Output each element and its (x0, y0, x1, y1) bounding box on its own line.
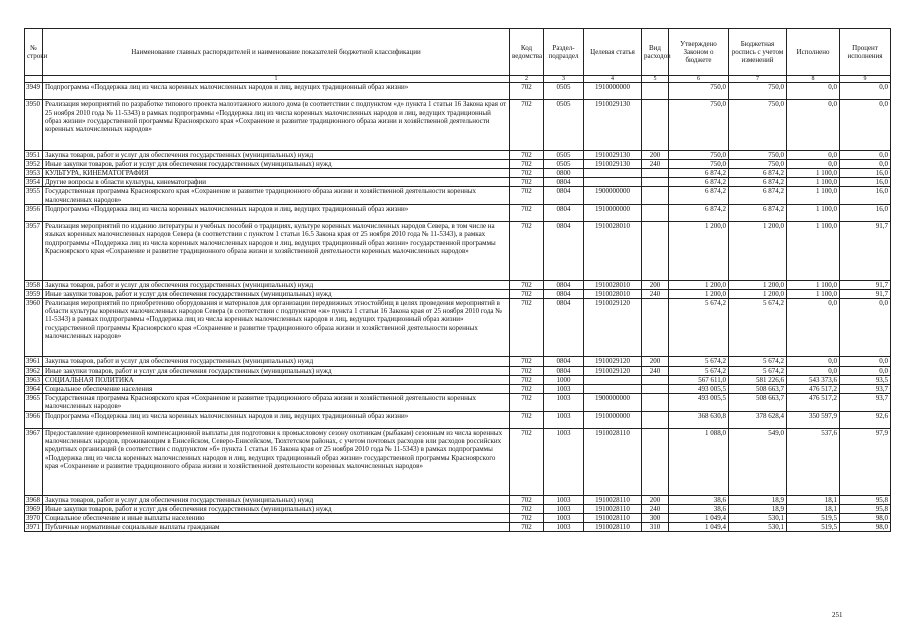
row-article: 1910028110 (584, 513, 642, 522)
table-row (25, 159, 891, 168)
row-schedule: 508 663,7 (729, 384, 787, 393)
row-article (584, 178, 642, 187)
row-section: 1003 (544, 428, 584, 495)
table-row (25, 100, 891, 150)
row-number: 3952 (25, 159, 43, 168)
row-article: 1910028110 (584, 523, 642, 532)
row-section: 0505 (544, 159, 584, 168)
row-schedule: 549,0 (729, 428, 787, 495)
row-number: 3963 (25, 375, 43, 384)
row-article: 1910028110 (584, 504, 642, 513)
row-name: СОЦИАЛЬНАЯ ПОЛИТИКА (43, 375, 510, 384)
row-code: 702 (510, 504, 544, 513)
table-row (25, 504, 891, 513)
row-approved: 1 200,0 (669, 289, 729, 298)
row-schedule: 18,9 (729, 495, 787, 504)
table-row (25, 204, 891, 221)
col-header-no: № строки (25, 29, 43, 76)
table-row (25, 83, 891, 100)
row-section: 1003 (544, 523, 584, 532)
row-article (584, 375, 642, 384)
row-code: 702 (510, 394, 544, 411)
row-number: 3950 (25, 100, 43, 150)
row-name: КУЛЬТУРА, КИНЕМАТОГРАФИЯ (43, 168, 510, 177)
row-approved: 38,6 (669, 495, 729, 504)
col-number: 2 (510, 76, 544, 83)
row-percent: 91,7 (840, 222, 891, 280)
row-executed: 476 517,2 (787, 394, 840, 411)
row-article: 1910000000 (584, 83, 642, 100)
row-section: 1000 (544, 375, 584, 384)
row-executed: 476 517,2 (787, 384, 840, 393)
row-number: 3954 (25, 178, 43, 187)
row-section: 0804 (544, 366, 584, 375)
row-name: Публичные нормативные социальные выплаты гражданам (43, 523, 510, 532)
row-article: 1900000000 (584, 187, 642, 204)
row-approved: 1 049,4 (669, 513, 729, 522)
row-number: 3956 (25, 204, 43, 221)
row-kind (642, 394, 669, 411)
row-name: Другие вопросы в области культуры, кинематографии (43, 178, 510, 187)
row-approved: 6 874,2 (669, 187, 729, 204)
row-code: 702 (510, 289, 544, 298)
table-row (25, 428, 891, 495)
row-article: 1910029130 (584, 100, 642, 150)
row-article: 1910028010 (584, 222, 642, 280)
column-number-row (25, 76, 891, 83)
row-executed: 519,5 (787, 513, 840, 522)
row-percent: 0,0 (840, 298, 891, 356)
row-approved: 750,0 (669, 100, 729, 150)
row-percent: 93,7 (840, 384, 891, 393)
row-section: 1003 (544, 384, 584, 393)
row-section: 0804 (544, 204, 584, 221)
row-percent: 91,7 (840, 280, 891, 289)
row-approved: 750,0 (669, 150, 729, 159)
col-header-article: Целевая статья (584, 29, 642, 76)
row-section: 1003 (544, 411, 584, 428)
row-code: 702 (510, 298, 544, 356)
row-code: 702 (510, 204, 544, 221)
row-executed: 0,0 (787, 83, 840, 100)
row-code: 702 (510, 513, 544, 522)
table-row (25, 375, 891, 384)
row-number: 3959 (25, 289, 43, 298)
row-kind (642, 83, 669, 100)
row-percent: 0,0 (840, 366, 891, 375)
row-schedule: 530,1 (729, 513, 787, 522)
row-section: 0804 (544, 298, 584, 356)
row-number: 3967 (25, 428, 43, 495)
row-article: 1900000000 (584, 394, 642, 411)
row-section: 1003 (544, 495, 584, 504)
row-schedule: 5 674,2 (729, 357, 787, 366)
row-approved: 493 005,5 (669, 384, 729, 393)
row-percent: 0,0 (840, 357, 891, 366)
row-number: 3960 (25, 298, 43, 356)
table-row (25, 289, 891, 298)
row-code: 702 (510, 428, 544, 495)
row-section: 1003 (544, 513, 584, 522)
row-executed: 1 100,0 (787, 168, 840, 177)
row-number: 3971 (25, 523, 43, 532)
row-section: 0804 (544, 178, 584, 187)
row-kind (642, 298, 669, 356)
row-schedule: 6 874,2 (729, 178, 787, 187)
row-name: Закупка товаров, работ и услуг для обеспечения государственных (муниципальных) нужд (43, 150, 510, 159)
row-article: 1910028110 (584, 428, 642, 495)
row-approved: 5 674,2 (669, 366, 729, 375)
row-kind: 200 (642, 495, 669, 504)
row-approved: 6 874,2 (669, 168, 729, 177)
row-kind (642, 428, 669, 495)
row-kind: 200 (642, 357, 669, 366)
row-section: 0804 (544, 222, 584, 280)
row-executed: 1 100,0 (787, 289, 840, 298)
row-approved: 6 874,2 (669, 178, 729, 187)
table-row (25, 495, 891, 504)
row-kind (642, 222, 669, 280)
row-name: Иные закупки товаров, работ и услуг для обеспечения государственных (муниципальных) нужд (43, 366, 510, 375)
col-number: 1 (43, 76, 510, 83)
row-number: 3958 (25, 280, 43, 289)
row-section: 0505 (544, 150, 584, 159)
row-schedule: 508 663,7 (729, 394, 787, 411)
row-article: 1910029130 (584, 150, 642, 159)
row-name: Предоставление единовременной компенсационной выплаты для подготовки к промысловому сезону охотникам (рыбакам) сезонным из числа коренных малочисленных народов, проживающим в Енисейском, Северо-Енисейском, Тюхтетском районах, с учетом почтовых расходов или расходов российских кредитных организаций (в соответствии с подпунктом «б» пункта 1 статьи 16 Закона края от 25 ноября 2010 года № 11-5343) в рамках подпрограммы «Поддержка лиц из числа коренных малочисленных народов и лиц, ведущих традиционный образ жизни» государственной программы Красноярского края «Сохранение и развитие традиционного образа жизни и хозяйственной деятельности коренных малочисленных народов» (43, 428, 510, 495)
col-header-approved: Утверждено Законом о бюджете (669, 29, 729, 76)
row-number: 3965 (25, 394, 43, 411)
row-code: 702 (510, 366, 544, 375)
row-name: Закупка товаров, работ и услуг для обеспечения государственных (муниципальных) нужд (43, 280, 510, 289)
table-row (25, 178, 891, 187)
row-executed: 0,0 (787, 298, 840, 356)
row-schedule: 5 674,2 (729, 298, 787, 356)
row-article: 1910000000 (584, 204, 642, 221)
row-number: 3957 (25, 222, 43, 280)
row-name: Закупка товаров, работ и услуг для обеспечения государственных (муниципальных) нужд (43, 357, 510, 366)
row-name: Государственная программа Красноярского края «Сохранение и развитие традиционного образа жизни и хозяйственной деятельности коренных малочисленных народов» (43, 394, 510, 411)
row-schedule: 1 200,0 (729, 289, 787, 298)
row-executed: 1 100,0 (787, 204, 840, 221)
row-percent: 0,0 (840, 159, 891, 168)
row-percent: 16,0 (840, 204, 891, 221)
row-executed: 0,0 (787, 159, 840, 168)
col-number: 3 (544, 76, 584, 83)
row-schedule: 378 628,4 (729, 411, 787, 428)
row-percent: 93,5 (840, 375, 891, 384)
row-article: 1910029120 (584, 298, 642, 356)
row-article: 1910000000 (584, 411, 642, 428)
row-kind (642, 411, 669, 428)
row-number: 3961 (25, 357, 43, 366)
row-code: 702 (510, 222, 544, 280)
row-code: 702 (510, 411, 544, 428)
row-kind (642, 178, 669, 187)
table-row (25, 222, 891, 280)
row-code: 702 (510, 178, 544, 187)
row-article: 1910028010 (584, 289, 642, 298)
row-kind (642, 100, 669, 150)
row-kind: 300 (642, 513, 669, 522)
table-body (25, 83, 891, 532)
row-number: 3949 (25, 83, 43, 100)
col-number: 6 (669, 76, 729, 83)
row-executed: 1 100,0 (787, 178, 840, 187)
table-row (25, 384, 891, 393)
row-executed: 543 373,6 (787, 375, 840, 384)
row-kind: 200 (642, 150, 669, 159)
col-number: 9 (840, 76, 891, 83)
row-article (584, 168, 642, 177)
col-header-section: Раздел-подраздел (544, 29, 584, 76)
row-article: 1910029120 (584, 366, 642, 375)
row-name: Иные закупки товаров, работ и услуг для обеспечения государственных (муниципальных) нужд (43, 159, 510, 168)
row-percent: 16,0 (840, 168, 891, 177)
row-article: 1910028010 (584, 280, 642, 289)
row-schedule: 6 874,2 (729, 168, 787, 177)
row-executed: 18,1 (787, 495, 840, 504)
row-executed: 0,0 (787, 150, 840, 159)
table-row (25, 298, 891, 356)
row-executed: 1 100,0 (787, 222, 840, 280)
row-approved: 38,6 (669, 504, 729, 513)
row-schedule: 18,9 (729, 504, 787, 513)
row-percent: 16,0 (840, 187, 891, 204)
row-code: 702 (510, 159, 544, 168)
row-number: 3953 (25, 168, 43, 177)
row-kind: 240 (642, 504, 669, 513)
row-schedule: 750,0 (729, 100, 787, 150)
row-code: 702 (510, 187, 544, 204)
row-approved: 1 088,0 (669, 428, 729, 495)
row-number: 3964 (25, 384, 43, 393)
table-row (25, 523, 891, 532)
row-article: 1910028110 (584, 495, 642, 504)
row-code: 702 (510, 168, 544, 177)
table-row (25, 366, 891, 375)
row-executed: 0,0 (787, 100, 840, 150)
row-code: 702 (510, 150, 544, 159)
row-number: 3962 (25, 366, 43, 375)
row-percent: 0,0 (840, 83, 891, 100)
row-schedule: 1 200,0 (729, 222, 787, 280)
col-header-schedule: Бюджетная роспись с учетом изменений (729, 29, 787, 76)
row-kind (642, 204, 669, 221)
row-schedule: 750,0 (729, 159, 787, 168)
row-executed: 1 100,0 (787, 187, 840, 204)
row-name: Подпрограмма «Поддержка лиц из числа коренных малочисленных народов и лиц, ведущих традиционный образ жизни» (43, 83, 510, 100)
row-executed: 1 100,0 (787, 280, 840, 289)
row-approved: 368 630,8 (669, 411, 729, 428)
row-number: 3970 (25, 513, 43, 522)
row-name: Подпрограмма «Поддержка лиц из числа коренных малочисленных народов и лиц, ведущих традиционный образ жизни» (43, 411, 510, 428)
row-schedule: 581 226,6 (729, 375, 787, 384)
row-name: Реализация мероприятий по изданию литературы и учебных пособий о традициях, культуре коренных малочисленных народов Севера, в том числе на языках коренных малочисленных народов Севера (в соответствии с пунктом 1 статьи 16.5 Закона края от 25 ноября 2010 года № 11-5343), в рамках подпрограммы «Поддержка лиц из числа коренных малочисленных народов и лиц, ведущих традиционный образ жизни» государственной программы Красноярского края «Сохранение и развитие традиционного образа жизни и хозяйственной деятельности коренных малочисленных народов» (43, 222, 510, 280)
row-executed: 0,0 (787, 366, 840, 375)
row-code: 702 (510, 384, 544, 393)
table-row (25, 280, 891, 289)
col-header-percent: Процент исполнения (840, 29, 891, 76)
table-header (25, 29, 891, 83)
row-approved: 1 049,4 (669, 523, 729, 532)
row-kind (642, 168, 669, 177)
row-number: 3966 (25, 411, 43, 428)
table-row (25, 357, 891, 366)
row-name: Иные закупки товаров, работ и услуг для обеспечения государственных (муниципальных) нужд (43, 289, 510, 298)
row-percent: 0,0 (840, 150, 891, 159)
row-name: Государственная программа Красноярского края «Сохранение и развитие традиционного образа жизни и хозяйственной деятельности коренных малочисленных народов» (43, 187, 510, 204)
col-number: 5 (642, 76, 669, 83)
row-executed: 519,5 (787, 523, 840, 532)
row-number: 3969 (25, 504, 43, 513)
budget-report-sheet (24, 28, 890, 532)
row-schedule: 530,1 (729, 523, 787, 532)
table-row (25, 411, 891, 428)
row-approved: 6 874,2 (669, 204, 729, 221)
row-section: 0804 (544, 357, 584, 366)
row-name: Реализация мероприятий по приобретению оборудования и материалов для организации передвижных этностойбищ в целях проведения мероприятий в области культуры коренных малочисленных народов Севера (в соответствии с подпунктом «ж» пункта 1 статьи 16 Закона края от 25 ноября 2010 года № 11-5343) в рамках подпрограммы «Поддержка лиц из числа коренных малочисленных народов и лиц, ведущих традиционный образ жизни» государственной программы Красноярского края «Сохранение и развитие традиционного образа жизни и хозяйственной деятельности коренных малочисленных народов» (43, 298, 510, 356)
row-schedule: 750,0 (729, 150, 787, 159)
row-name: Реализация мероприятий по разработке типового проекта малоэтажного жилого дома (в соответствии с подпунктом «д» пункта 1 статьи 16 Закона края от 25 ноября 2010 года № 11-5343) в рамках подпрограммы «Поддержка лиц из числа коренных малочисленных народов и лиц, ведущих традиционный образ жизни» государственной программы Красноярского края «Сохранение и развитие традиционного образа жизни и хозяйственной деятельности коренных малочисленных народов» (43, 100, 510, 150)
row-article: 1910029120 (584, 357, 642, 366)
row-kind: 200 (642, 280, 669, 289)
col-number (25, 76, 43, 83)
row-code: 702 (510, 523, 544, 532)
row-section: 1003 (544, 504, 584, 513)
table-row (25, 394, 891, 411)
row-executed: 350 597,9 (787, 411, 840, 428)
col-header-kind: Вид расходов (642, 29, 669, 76)
row-percent: 98,0 (840, 523, 891, 532)
table-row (25, 150, 891, 159)
row-approved: 750,0 (669, 159, 729, 168)
row-percent: 16,0 (840, 178, 891, 187)
row-percent: 0,0 (840, 100, 891, 150)
row-percent: 92,6 (840, 411, 891, 428)
row-code: 702 (510, 100, 544, 150)
row-schedule: 750,0 (729, 83, 787, 100)
row-percent: 95,8 (840, 504, 891, 513)
col-header-code: Код ведомства (510, 29, 544, 76)
row-code: 702 (510, 375, 544, 384)
row-article (584, 384, 642, 393)
table-row (25, 187, 891, 204)
row-section: 0804 (544, 289, 584, 298)
row-percent: 95,8 (840, 495, 891, 504)
row-schedule: 6 874,2 (729, 204, 787, 221)
row-percent: 93,7 (840, 394, 891, 411)
header-row (25, 29, 891, 76)
row-executed: 18,1 (787, 504, 840, 513)
row-approved: 1 200,0 (669, 280, 729, 289)
row-name: Подпрограмма «Поддержка лиц из числа коренных малочисленных народов и лиц, ведущих традиционный образ жизни» (43, 204, 510, 221)
row-approved: 5 674,2 (669, 298, 729, 356)
col-header-name: Наименование главных распорядителей и наименование показателей бюджетной классификации (43, 29, 510, 76)
row-approved: 1 200,0 (669, 222, 729, 280)
row-number: 3968 (25, 495, 43, 504)
row-article: 1910029130 (584, 159, 642, 168)
row-kind (642, 384, 669, 393)
table-row (25, 168, 891, 177)
row-schedule: 6 874,2 (729, 187, 787, 204)
row-code: 702 (510, 83, 544, 100)
row-approved: 567 611,0 (669, 375, 729, 384)
row-code: 702 (510, 280, 544, 289)
row-number: 3955 (25, 187, 43, 204)
row-name: Иные закупки товаров, работ и услуг для обеспечения государственных (муниципальных) нужд (43, 504, 510, 513)
row-executed: 0,0 (787, 357, 840, 366)
row-code: 702 (510, 357, 544, 366)
row-kind: 240 (642, 159, 669, 168)
row-percent: 91,7 (840, 289, 891, 298)
row-approved: 493 005,5 (669, 394, 729, 411)
row-kind (642, 187, 669, 204)
row-section: 0505 (544, 100, 584, 150)
row-section: 0505 (544, 83, 584, 100)
row-name: Социальное обеспечение населения (43, 384, 510, 393)
row-kind: 310 (642, 523, 669, 532)
row-schedule: 1 200,0 (729, 280, 787, 289)
row-name: Закупка товаров, работ и услуг для обеспечения государственных (муниципальных) нужд (43, 495, 510, 504)
row-percent: 97,9 (840, 428, 891, 495)
table-row (25, 513, 891, 522)
row-code: 702 (510, 495, 544, 504)
row-approved: 750,0 (669, 83, 729, 100)
budget-execution-table (24, 28, 891, 532)
row-schedule: 5 674,2 (729, 366, 787, 375)
col-number: 4 (584, 76, 642, 83)
row-executed: 537,6 (787, 428, 840, 495)
row-kind: 240 (642, 289, 669, 298)
col-number: 8 (787, 76, 840, 83)
row-section: 0800 (544, 168, 584, 177)
row-kind: 240 (642, 366, 669, 375)
row-kind (642, 375, 669, 384)
row-name: Социальное обеспечение и иные выплаты населению (43, 513, 510, 522)
col-number: 7 (729, 76, 787, 83)
page-number: 251 (832, 611, 843, 619)
row-percent: 98,0 (840, 513, 891, 522)
row-section: 1003 (544, 394, 584, 411)
row-approved: 5 674,2 (669, 357, 729, 366)
row-section: 0804 (544, 280, 584, 289)
col-header-executed: Исполнено (787, 29, 840, 76)
row-section: 0804 (544, 187, 584, 204)
row-number: 3951 (25, 150, 43, 159)
